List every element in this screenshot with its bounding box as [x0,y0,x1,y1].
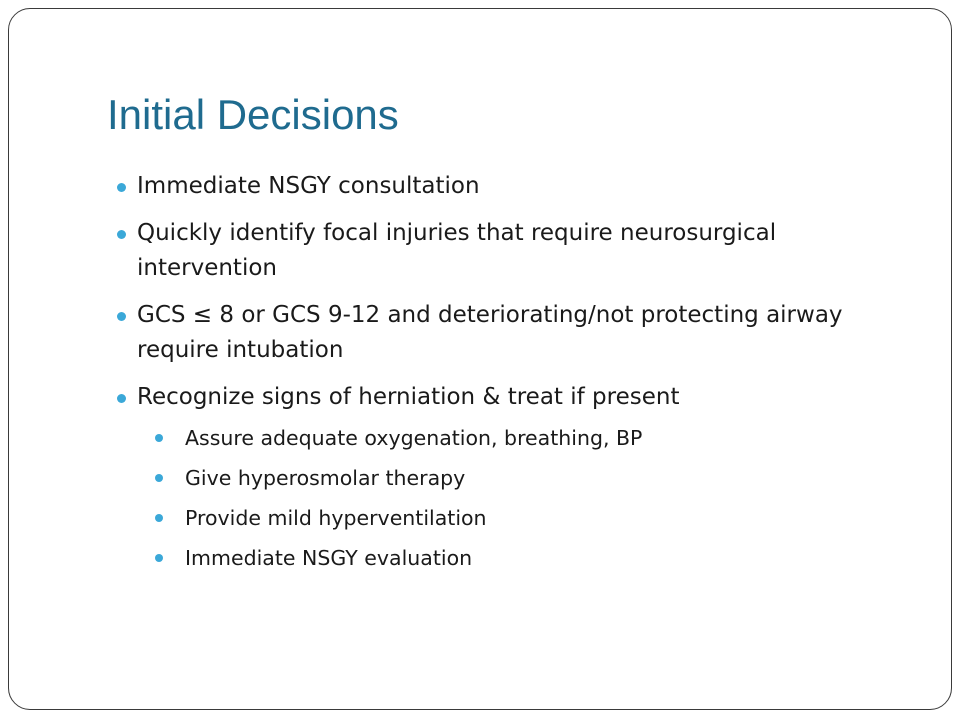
bullet-dot-icon [117,312,126,321]
slide-title: Initial Decisions [107,91,399,138]
sub-bullet-text: Immediate NSGY evaluation [185,546,473,570]
bullet-dot-icon [155,554,163,562]
bullet-item [107,169,887,204]
bullet-dot-icon [155,434,163,442]
bullet-dot-icon [117,230,126,239]
bullet-item [107,298,887,368]
bullet-dot-icon [117,183,126,192]
bullet-item [107,216,887,286]
bullet-text: Immediate NSGY consultation [137,173,480,199]
bullet-text: GCS ≤ 8 or GCS 9-12 and deteriorating/not protecting airway require intubation [137,302,843,363]
sub-bullet-text: Assure adequate oxygenation, breathing, BP [185,426,643,450]
bullet-text: Quickly identify focal injuries that require neurosurgical intervention [137,220,777,281]
sub-bullet-text: Provide mild hyperventilation [185,506,487,530]
bullet-dot-icon [117,394,126,403]
slide-frame [8,8,952,710]
bullet-list [107,169,887,583]
bullet-dot-icon [155,514,163,522]
sub-bullet-item [107,543,887,573]
sub-bullet-item [107,423,887,453]
sub-bullet-item [107,463,887,493]
sub-bullet-text: Give hyperosmolar therapy [185,466,466,490]
bullet-text: Recognize signs of herniation & treat if present [137,384,680,410]
sub-bullet-item [107,503,887,533]
bullet-dot-icon [155,474,163,482]
bullet-item [107,380,887,415]
